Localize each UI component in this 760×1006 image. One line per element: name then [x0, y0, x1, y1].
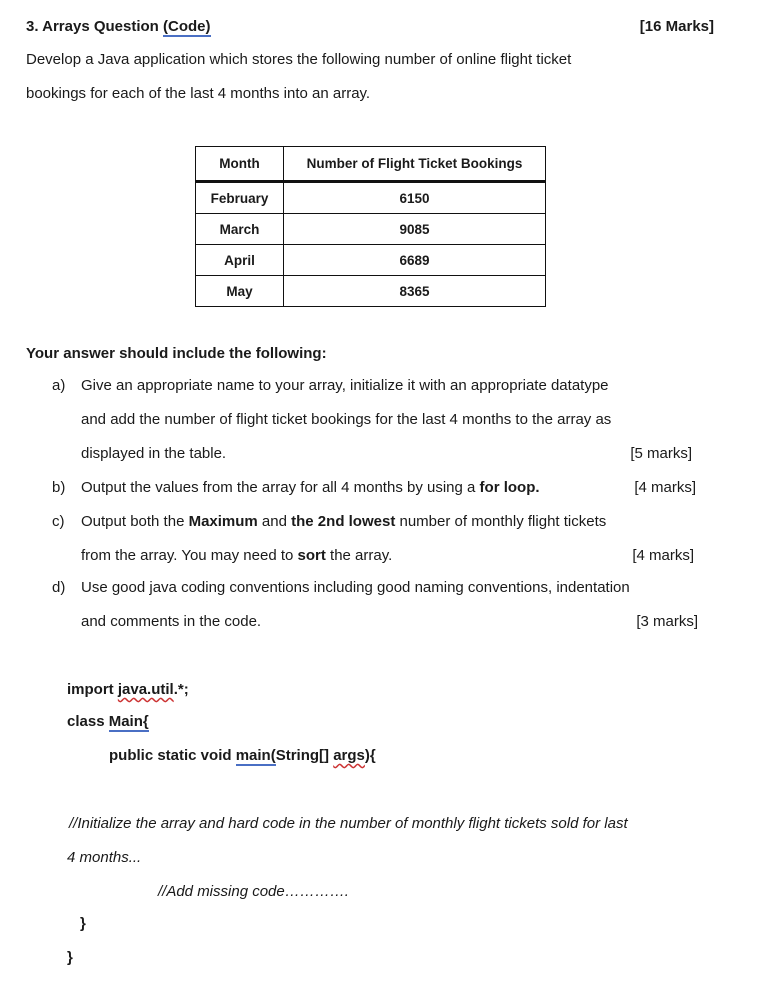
table-row: [196, 214, 546, 245]
code-comment-1: //Initialize the array and hard code in the number of monthly flight tickets sold for last: [69, 815, 628, 832]
code-import: [67, 681, 189, 698]
main-args: args: [333, 747, 365, 764]
item-c-l2b: sort: [297, 547, 326, 564]
table-header-row: [196, 147, 546, 182]
code-comment-3: //Add missing code………….: [158, 883, 349, 900]
item-c-b2: the 2nd lowest: [291, 513, 396, 530]
item-c-b1: Maximum: [188, 513, 258, 530]
main-tail: ){: [364, 747, 376, 764]
item-a-label: a): [52, 377, 66, 394]
month-cell: March: [196, 214, 284, 245]
bookings-cell: 6150: [284, 182, 546, 214]
item-b-bold: for loop.: [479, 479, 540, 496]
main-param-type: String[]: [275, 747, 334, 764]
month-cell: February: [196, 182, 284, 214]
item-d-label: d): [52, 579, 66, 596]
table-row: [196, 182, 546, 214]
bookings-cell: 6689: [284, 245, 546, 276]
month-cell: May: [196, 276, 284, 307]
code-comment-2: 4 months...: [67, 849, 142, 866]
item-c-line-1: [81, 513, 606, 530]
item-b-text: [81, 479, 540, 496]
question-heading: [26, 18, 211, 35]
item-b-marks: [4 marks]: [634, 479, 696, 496]
item-d-line-1: Use good java coding conventions including good naming conventions, indentation: [81, 579, 630, 596]
total-marks: [16 Marks]: [639, 18, 714, 35]
table-row: [196, 276, 546, 307]
code-close-outer: }: [67, 949, 73, 966]
answer-heading: Your answer should include the following:: [26, 345, 327, 362]
class-name: Main{: [108, 713, 149, 730]
import-tail: .*;: [173, 681, 189, 698]
code-class: [67, 713, 149, 730]
item-c-label: c): [52, 513, 65, 530]
item-c-t3: number of monthly flight tickets: [395, 513, 607, 530]
code-close-inner: }: [80, 915, 86, 932]
bookings-cell: 8365: [284, 276, 546, 307]
class-keyword: class: [67, 713, 109, 730]
question-heading-prefix: 3. Arrays Question: [26, 18, 163, 35]
main-modifiers: public static void: [109, 747, 236, 764]
item-d-marks: [3 marks]: [636, 613, 698, 630]
item-c-l2a: from the array. You may need to: [81, 547, 298, 564]
bookings-cell: 9085: [284, 214, 546, 245]
item-a-marks: [5 marks]: [630, 445, 692, 462]
item-c-line-2: [81, 547, 392, 564]
item-a-line-3: displayed in the table.: [81, 445, 227, 462]
question-heading-code: (Code): [163, 18, 211, 35]
item-a-line-1: Give an appropriate name to your array, initialize it with an appropriate datatype: [81, 377, 609, 394]
item-c-t1: Output both the: [81, 513, 189, 530]
code-main: [109, 747, 376, 764]
main-name: main(: [235, 747, 276, 764]
item-a-line-2: and add the number of flight ticket bookings for the last 4 months to the array as: [81, 411, 612, 428]
header-month: Month: [196, 147, 284, 182]
bookings-table: [195, 146, 546, 307]
import-keyword: import: [67, 681, 118, 698]
intro-line-1: Develop a Java application which stores the following number of online flight ticket: [26, 51, 572, 68]
item-c-marks: [4 marks]: [632, 547, 694, 564]
item-c-t2: and: [257, 513, 292, 530]
item-d-line-2: and comments in the code.: [81, 613, 262, 630]
table-row: [196, 245, 546, 276]
intro-line-2: bookings for each of the last 4 months into an array.: [26, 85, 371, 102]
item-c-l2c: the array.: [325, 547, 393, 564]
import-package: java.util: [117, 681, 174, 698]
month-cell: April: [196, 245, 284, 276]
item-b-plain: Output the values from the array for all 4 months by using a: [81, 479, 480, 496]
item-b-label: b): [52, 479, 66, 496]
header-bookings: Number of Flight Ticket Bookings: [284, 147, 546, 182]
